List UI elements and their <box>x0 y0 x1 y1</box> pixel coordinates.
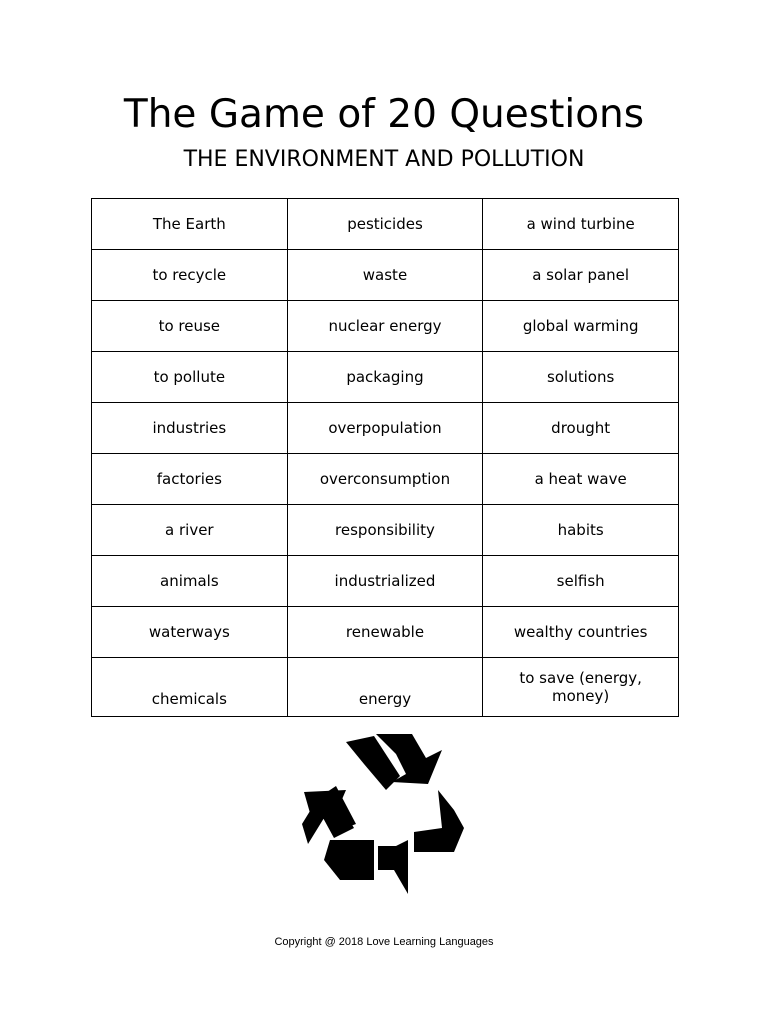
table-cell: The Earth <box>92 199 288 250</box>
table-cell: pesticides <box>287 199 483 250</box>
table-cell: renewable <box>287 607 483 658</box>
table-cell: packaging <box>287 352 483 403</box>
table-cell: industries <box>92 403 288 454</box>
table-cell: animals <box>92 556 288 607</box>
table-cell: a river <box>92 505 288 556</box>
table-cell: industrialized <box>287 556 483 607</box>
table-cell: responsibility <box>287 505 483 556</box>
table-cell: selfish <box>483 556 679 607</box>
table-cell: global warming <box>483 301 679 352</box>
table-row <box>92 250 679 301</box>
table-cell: to reuse <box>92 301 288 352</box>
table-row <box>92 607 679 658</box>
table-cell: a wind turbine <box>483 199 679 250</box>
table-row <box>92 301 679 352</box>
recycle-icon <box>294 728 474 898</box>
table-cell: nuclear energy <box>287 301 483 352</box>
table-cell: solutions <box>483 352 679 403</box>
table-row <box>92 199 679 250</box>
table-cell: waterways <box>92 607 288 658</box>
table-cell: a heat wave <box>483 454 679 505</box>
table-row <box>92 658 679 717</box>
vocabulary-table <box>91 198 679 717</box>
page-title: The Game of 20 Questions <box>123 92 645 137</box>
table-row <box>92 454 679 505</box>
copyright-text: Copyright @ 2018 Love Learning Languages <box>274 936 494 948</box>
table-cell: a solar panel <box>483 250 679 301</box>
table-cell: habits <box>483 505 679 556</box>
table-cell: to save (energy, money) <box>483 658 679 717</box>
table-cell: drought <box>483 403 679 454</box>
table-cell: overpopulation <box>287 403 483 454</box>
table-cell: to pollute <box>92 352 288 403</box>
table-cell: to recycle <box>92 250 288 301</box>
table-row <box>92 352 679 403</box>
table-cell: waste <box>287 250 483 301</box>
table-cell: overconsumption <box>287 454 483 505</box>
table-row <box>92 505 679 556</box>
table-row <box>92 556 679 607</box>
table-cell: energy <box>287 658 483 717</box>
table-cell: factories <box>92 454 288 505</box>
table-row <box>92 403 679 454</box>
page-subtitle: THE ENVIRONMENT AND POLLUTION <box>183 147 585 172</box>
table-cell: chemicals <box>92 658 288 717</box>
table-cell: wealthy countries <box>483 607 679 658</box>
